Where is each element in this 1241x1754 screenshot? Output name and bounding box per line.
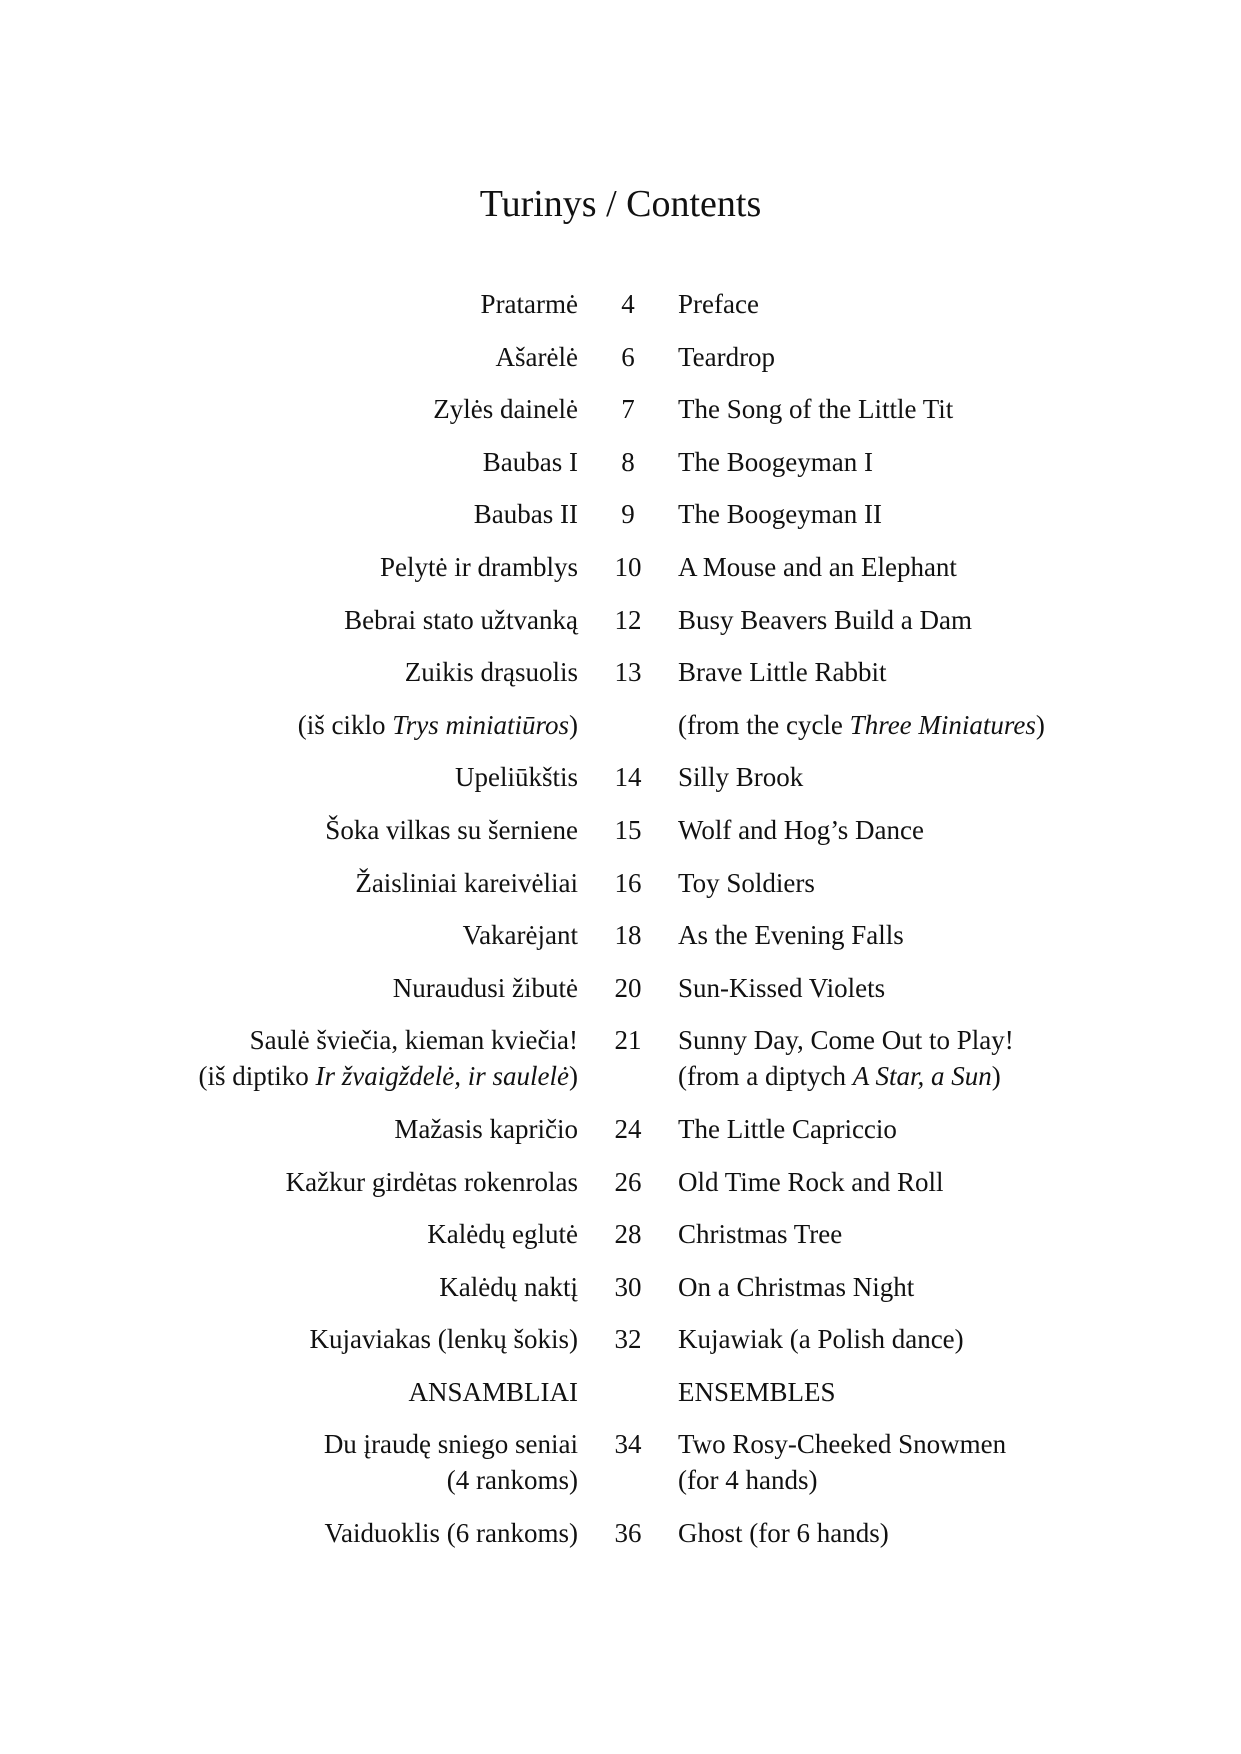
toc-entry-violets [0,970,1241,1023]
entry-title-en: Toy Soldiers [678,867,815,898]
entry-page-number: 28 [614,1219,642,1250]
entry-title-en: As the Evening Falls [678,920,904,951]
entry-title-en [678,707,1045,743]
entry-page-number: 18 [614,920,642,951]
entry-title-lt: Pelytė ir dramblys [380,551,578,582]
toc-entry-wolf-hog [0,812,1241,865]
entry-page-number: 7 [621,394,635,425]
toc-entry-preface [0,286,1241,339]
entry-page-number: 12 [614,604,642,635]
toc-entry-christmas-tree [0,1216,1241,1269]
entry-title-en [678,1426,1006,1498]
section-heading-lt: ANSAMBLIAI [408,1376,578,1407]
entry-title-en: The Little Capriccio [678,1113,897,1144]
toc-entry-little-tit [0,391,1241,444]
cycle-note-prefix: (iš ciklo [297,709,393,740]
cycle-note-prefix: (from the cycle [678,709,850,740]
entry-title-en: The Boogeyman II [678,499,882,530]
cycle-note-suffix: ) [569,709,578,740]
entry-title-lt: Pratarmė [480,289,578,319]
toc-entry-kujawiak [0,1321,1241,1374]
page-title: Turinys / Contents [479,183,762,225]
entry-title-en: Busy Beavers Build a Dam [678,604,972,635]
entry-title-en: Wolf and Hog’s Dance [678,814,925,845]
entry-title-en: Silly Brook [678,762,804,793]
entry-title-en: Teardrop [678,341,776,372]
entry-page-number: 14 [614,762,642,793]
entry-title-en: Brave Little Rabbit [678,657,887,688]
toc-entry-snowmen [0,1426,1241,1515]
entry-title-en: The Song of the Little Tit [678,394,954,425]
entry-page-number: 15 [614,814,642,845]
section-heading-en: ENSEMBLES [678,1376,836,1407]
toc-entry-rabbit [0,654,1241,707]
entry-page-number: 13 [614,657,642,688]
entry-page-number: 36 [614,1518,642,1549]
entry-page-number: 20 [614,972,642,1003]
entry-title-lt: Kujaviakas (lenkų šokis) [309,1324,578,1355]
entry-title-en [678,1022,1014,1094]
entry-title-en: On a Christmas Night [678,1271,915,1302]
entry-title-lt: Kalėdų eglutė [427,1219,578,1250]
entry-title-lt: Mažasis kapričio [394,1113,578,1144]
toc-entry-rock-and-roll [0,1164,1241,1217]
entry-page-number: 30 [614,1271,642,1302]
entry-page-number: 24 [614,1113,642,1144]
entry-title-lt: Žaisliniai kareivėliai [355,867,578,898]
entry-title-en: Christmas Tree [678,1219,843,1250]
entry-title-lt: Šoka vilkas su šerniene [325,814,578,845]
toc-entry-boogeyman-1 [0,444,1241,497]
entry-page-number: 4 [621,289,635,319]
entry-title-lt: Kažkur girdėtas rokenrolas [285,1166,578,1197]
entry-title-lt: Zylės dainelė [433,394,578,425]
entry-title-lt: Nuraudusi žibutė [392,972,578,1003]
toc-entry-ghost [0,1515,1241,1568]
toc-section-ensembles [0,1374,1241,1427]
cycle-title-lt: Trys miniatiūros [392,709,569,740]
entry-page-number: 21 [614,1025,642,1056]
entry-title-lt: Baubas II [473,499,578,530]
entry-title-lt: Baubas I [482,446,578,477]
diptych-note-prefix: (from a diptych [678,1061,853,1092]
diptych-note-suffix: ) [991,1061,1001,1092]
entry-page-number: 32 [614,1324,642,1355]
toc-entry-toy-soldiers [0,865,1241,918]
cycle-note-suffix: ) [1035,709,1045,740]
entry-title-lt [0,1022,578,1094]
entry-title-lt: Bebrai stato užtvanką [344,604,578,635]
entry-title-lt: Ašarėlė [495,341,578,372]
entry-title-en-line2: (for 4 hands) [678,1465,818,1496]
toc-entry-boogeyman-2 [0,496,1241,549]
entry-title-lt-line1: Saulė šviečia, kieman kviečia! [249,1025,578,1056]
toc-entry-christmas-night [0,1269,1241,1322]
entry-title-lt-line2 [0,1058,578,1094]
entry-page-number: 9 [621,499,635,530]
entry-title-lt [0,707,578,743]
entry-title-en-line1: Sunny Day, Come Out to Play! [678,1025,1014,1056]
entry-title-en: Kujawiak (a Polish dance) [678,1324,964,1355]
entry-title-en: The Boogeyman I [678,446,873,477]
entry-title-en: Old Time Rock and Roll [678,1166,944,1197]
entry-title-en-line2 [678,1058,1014,1094]
toc-entry-capriccio [0,1111,1241,1164]
toc-entry-evening [0,917,1241,970]
toc-entry-beavers [0,602,1241,655]
entry-title-lt: Vaiduoklis (6 rankoms) [324,1518,578,1549]
diptych-title-en: A Star, a Sun [852,1061,992,1092]
entry-title-en: Ghost (for 6 hands) [678,1518,889,1549]
entry-title-lt: Zuikis drąsuolis [404,657,578,688]
toc-entry-mouse-elephant [0,549,1241,602]
entry-title-lt: Kalėdų naktį [439,1271,578,1302]
toc-entry-sunny-day [0,1022,1241,1111]
cycle-title-en: Three Miniatures [849,709,1036,740]
entry-title-en: Sun-Kissed Violets [678,972,886,1003]
entry-page-number: 26 [614,1166,642,1197]
toc-entry-brook [0,759,1241,812]
diptych-note-suffix: ) [569,1061,578,1092]
entry-title-lt [0,1426,578,1498]
toc-entry-cycle-note [0,707,1241,760]
entry-page-number: 34 [614,1429,642,1460]
table-of-contents [0,286,1241,1568]
entry-title-en-line1: Two Rosy-Cheeked Snowmen [678,1429,1007,1460]
toc-entry-teardrop [0,339,1241,392]
entry-title-en: A Mouse and an Elephant [678,551,957,582]
entry-page-number: 16 [614,867,642,898]
entry-title-en: Preface [678,289,759,319]
entry-title-lt-line1: Du įraudę sniego seniai [323,1429,578,1460]
entry-title-lt: Upeliūkštis [454,762,578,793]
diptych-note-prefix: (iš diptiko [198,1061,316,1092]
diptych-title-lt: Ir žvaigždelė, ir saulelė [315,1061,569,1092]
entry-page-number: 6 [621,341,635,372]
entry-title-lt: Vakarėjant [462,920,578,951]
entry-title-lt-line2: (4 rankoms) [446,1465,578,1496]
entry-page-number: 10 [614,551,642,582]
entry-page-number: 8 [621,446,635,477]
